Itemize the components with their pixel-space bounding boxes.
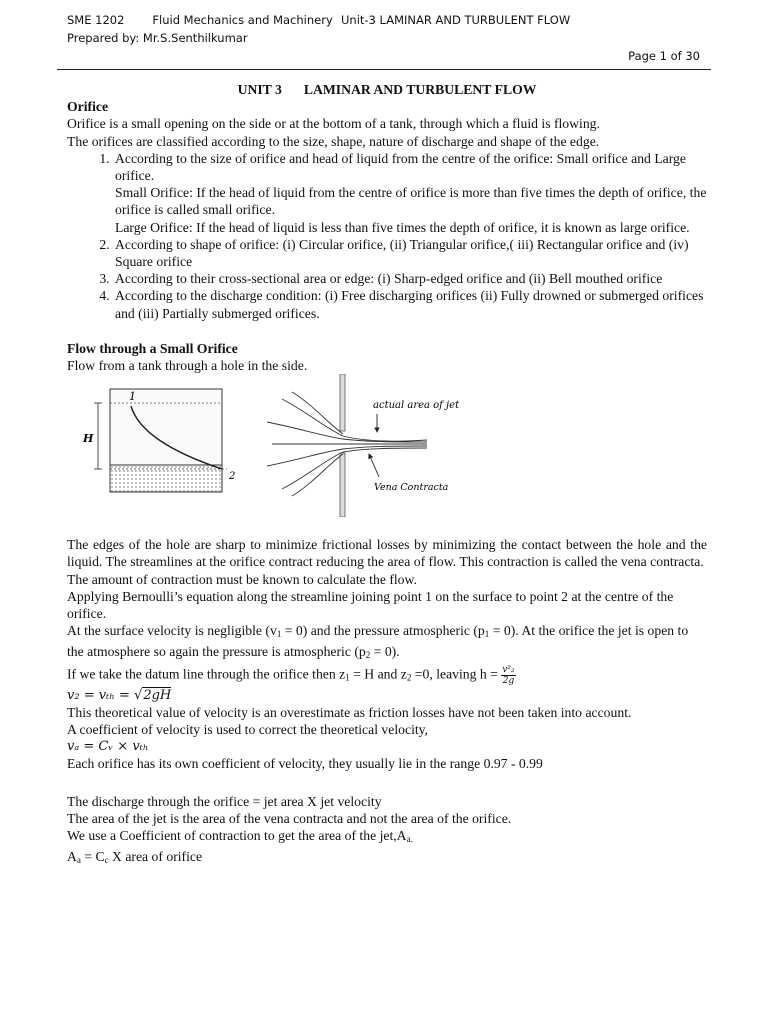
large-orifice-def: Large Orifice: If the head of liquid is less than five times the depth of orifice, it is known as large orifice. [115, 219, 690, 235]
paragraph-surface: At the surface velocity is negligible (v1 = 0) and the pressure atmospheric (p1 = 0). At the orifice the jet is open to the atmosphere so again the pressure is atmospheric (p2 = 0). [67, 623, 689, 661]
paragraph-vena-contracta: The edges of the hole are sharp to minimize frictional losses by minimizing the contact between the hole and the liquid. The streamlines at the orifice contract reducing the area of flow. This contraction is called the vena contracta. [67, 537, 707, 570]
equation-actual-velocity: vₐ = Cᵥ × vₜₕ [67, 739, 149, 755]
paragraph-bernoulli: Applying Bernoulli’s equation along the streamline joining point 1 on the surface to point 2 at the centre of the orifice. [67, 588, 674, 622]
page-title: UNIT 3 LAMINAR AND TURBULENT FLOW [237, 82, 537, 97]
equation-fraction: $\frac{\text{v²₂}}{2g}$ [502, 664, 515, 686]
flow-heading: Flow through a Small Orifice [67, 340, 238, 356]
flow-intro: Flow from a tank through a hole in the side. [67, 358, 308, 374]
list-item: 1. According to the size of orifice and head of liquid from the centre of the orifice: Small orifice and Large orifice. Small Orifice: If the head of liquid from the centre of orifice is more than five times the depth of orifice, the orifice is called small orifice. Large Orifice: If the head of liquid is less than five times the depth of orifice, it is known as large orifice. [113, 150, 707, 236]
course-name: Fluid Mechanics and Machinery [152, 13, 333, 27]
label-point-1: 1 [129, 390, 136, 404]
header-divider [57, 69, 711, 70]
paragraph-overestimate: This theoretical value of velocity is an overestimate as friction losses have not been taken into account. [67, 704, 632, 720]
paragraph-jet-area: The area of the jet is the area of the vena contracta and not the area of the orifice. [67, 810, 512, 826]
paragraph-discharge: The discharge through the orifice = jet area X jet velocity [67, 793, 382, 809]
equation-area: Aa = Cc X area of orifice [67, 849, 203, 866]
streamline-diagram [267, 374, 460, 517]
list-item: 2. According to shape of orifice: (i) Circular orifice, (ii) Triangular orifice,( iii) Rectangular orifice and (iv) Square orifice [113, 236, 707, 270]
label-actual-area: actual area of jet [373, 400, 460, 412]
course-code: SME 1202 [67, 13, 125, 27]
label-vena-contracta: Vena Contracta [374, 482, 449, 494]
page-number: Page 1 of 30 [628, 49, 700, 63]
paragraph-contraction-coeff: We use a Coefficient of contraction to get the area of the jet,Aa. [67, 827, 413, 844]
paragraph-datum: If we take the datum line through the orifice then z1 = H and z2 =0, leaving h = $\frac{\text{v²₂}}{2g}$ [67, 664, 515, 686]
paragraph-range: Each orifice has its own coefficient of velocity, they usually lie in the range 0.97 - 0.99 [67, 756, 543, 772]
tank-diagram [82, 389, 235, 492]
header-course [67, 13, 333, 27]
orifice-heading: Orifice [67, 99, 109, 115]
orifice-diagram [67, 374, 707, 517]
document-body [67, 81, 707, 869]
orifice-figure [67, 374, 707, 517]
orifice-classification: The orifices are classified according to the size, shape, nature of discharge and shape of the edge. [67, 133, 600, 149]
header-prepared-by: Prepared by: Mr.S.Senthilkumar [67, 31, 248, 45]
list-item: 4. According to the discharge condition: (i) Free discharging orifices (ii) Fully drowned or submerged orifices and (iii) Partially submerged orifices. [113, 287, 707, 321]
paragraph-coefficient: A coefficient of velocity is used to correct the theoretical velocity, [67, 721, 429, 737]
header-unit-title: Unit-3 LAMINAR AND TURBULENT FLOW [341, 13, 571, 27]
small-orifice-def: Small Orifice: If the head of liquid from the centre of orifice is more than five times the depth of orifice, the orifice is called small orifice. [115, 185, 707, 218]
equation-velocity: v₂ = vₜₕ = √2gH [67, 687, 172, 703]
label-head-h: H [83, 432, 94, 446]
classification-list [67, 150, 707, 322]
list-item: 3. According to their cross-sectional area or edge: (i) Sharp-edged orifice and (ii) Bell mouthed orifice [113, 270, 707, 287]
orifice-definition: Orifice is a small opening on the side or at the bottom of a tank, through which a fluid is flowing. [67, 116, 600, 132]
paragraph-contraction: The amount of contraction must be known to calculate the flow. [67, 571, 417, 587]
label-point-2: 2 [229, 471, 236, 483]
